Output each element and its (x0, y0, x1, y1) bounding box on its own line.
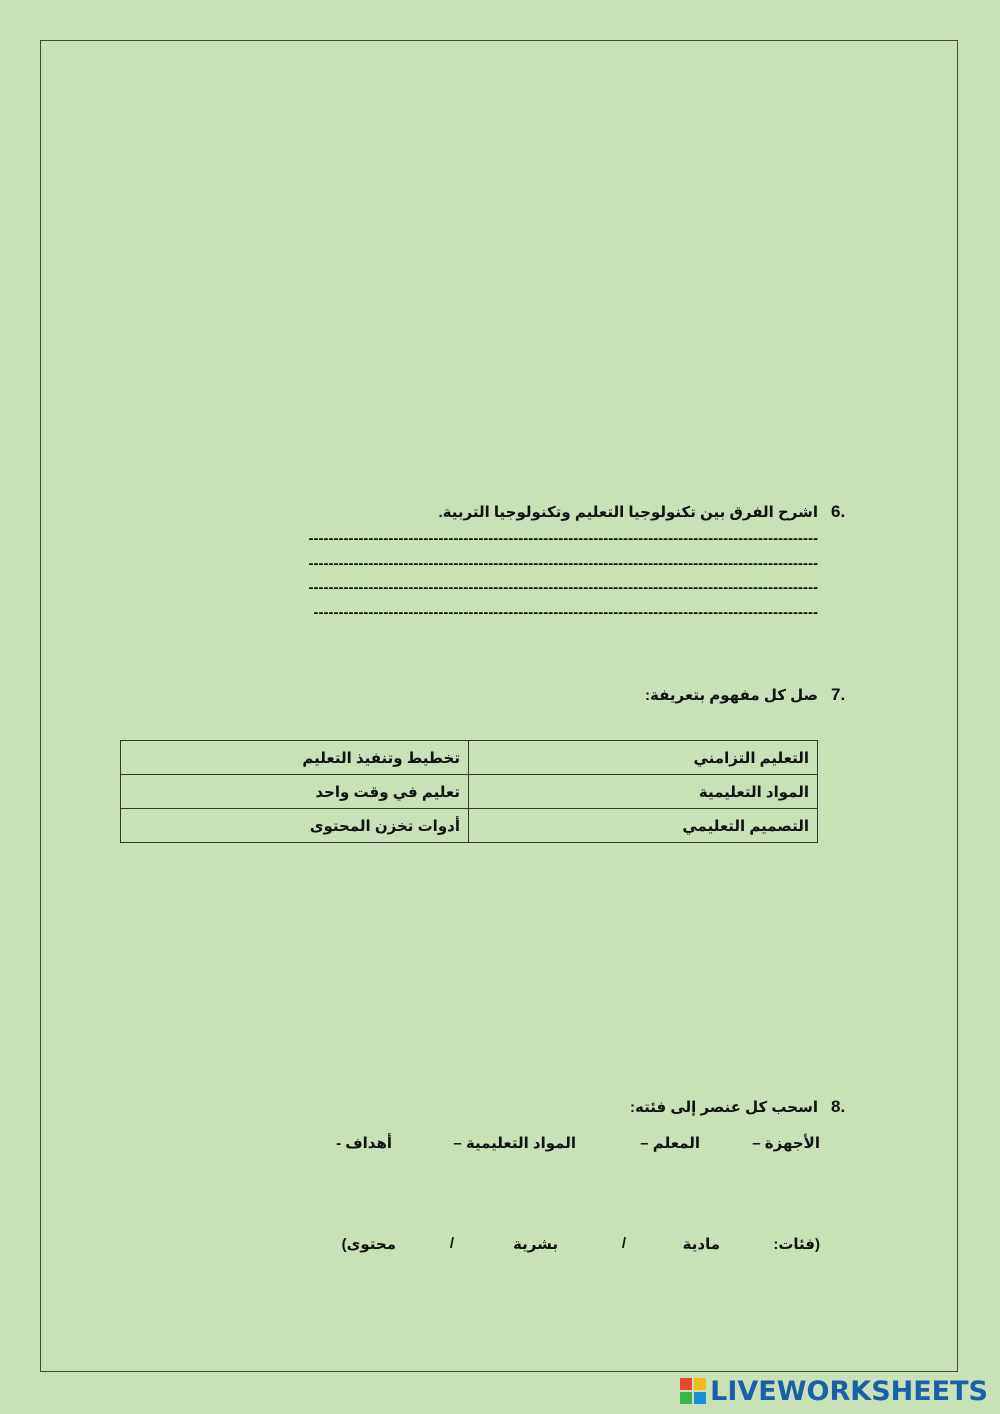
concept-cell[interactable]: التصميم التعليمي (469, 809, 818, 843)
categories-label: (فئات: (773, 1236, 820, 1253)
drag-item-devices[interactable]: الأجهزة – (752, 1135, 820, 1152)
category-separator: / (449, 1235, 454, 1252)
table-row (121, 809, 818, 843)
category-material[interactable]: مادية (682, 1236, 720, 1253)
q6-answer-line-1[interactable]: ------------------------------------------------------------------------------------------------------ (308, 531, 818, 547)
q6-answer-line-3[interactable]: ------------------------------------------------------------------------------------------------------ (308, 580, 818, 596)
definition-cell[interactable]: تخطيط وتنفيذ التعليم (121, 741, 469, 775)
category-human[interactable]: بشرية (513, 1236, 558, 1253)
q6-text: اشرح الفرق بين تكنولوجيا التعليم وتكنولوجيا التربية. (438, 504, 818, 521)
q7-number: 7. (831, 685, 846, 704)
concept-cell[interactable]: المواد التعليمية (469, 775, 818, 809)
definition-cell[interactable]: تعليم في وقت واحد (121, 775, 469, 809)
category-content[interactable]: محتوى) (341, 1236, 396, 1253)
q6-answer-line-4[interactable]: ----------------------------------------------------------------------------------------------------- (313, 605, 818, 621)
q7-text: صل كل مفهوم بتعريفة: (645, 687, 818, 704)
matching-table (120, 740, 818, 843)
liveworksheets-logo-icon (680, 1378, 706, 1404)
q8-text: اسحب كل عنصر إلى فئته: (630, 1099, 818, 1116)
table-row (121, 741, 818, 775)
concept-cell[interactable]: التعليم التزامني (469, 741, 818, 775)
q6-answer-line-2[interactable]: ------------------------------------------------------------------------------------------------------ (308, 556, 818, 572)
table-row (121, 775, 818, 809)
q8-number: 8. (831, 1097, 846, 1116)
drag-item-teacher[interactable]: المعلم – (640, 1135, 700, 1152)
q6-number: 6. (831, 502, 846, 521)
drag-item-goals[interactable]: أهداف - (336, 1135, 392, 1152)
definition-cell[interactable]: أدوات تخزن المحتوى (121, 809, 469, 843)
liveworksheets-logo (680, 1374, 988, 1408)
drag-item-materials[interactable]: المواد التعليمية – (453, 1135, 576, 1152)
liveworksheets-logo-text: LIVEWORKSHEETS (710, 1375, 988, 1407)
category-separator: / (621, 1235, 626, 1252)
page-frame (40, 40, 958, 1372)
